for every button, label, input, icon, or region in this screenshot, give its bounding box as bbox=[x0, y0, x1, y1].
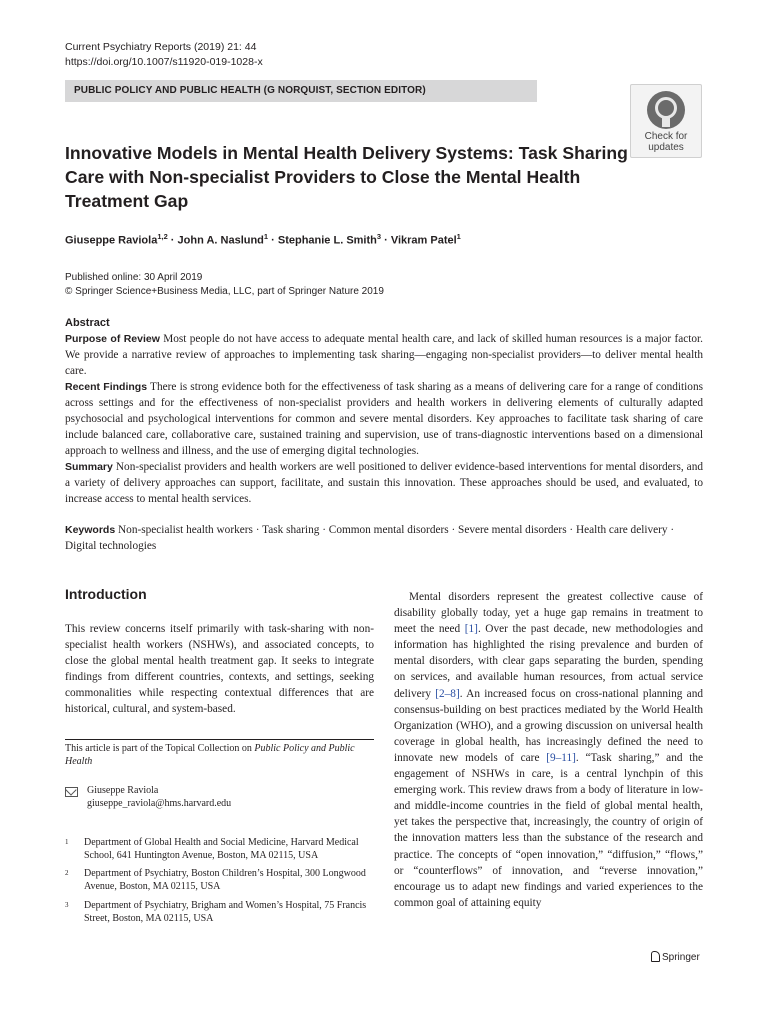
journal-header bbox=[65, 40, 263, 70]
findings-label: Recent Findings bbox=[65, 381, 148, 393]
check-updates-label: Check for updates bbox=[644, 131, 688, 153]
envelope-icon bbox=[65, 787, 78, 797]
summary-label: Summary bbox=[65, 461, 113, 473]
keywords-label: Keywords bbox=[65, 524, 116, 536]
check-for-updates-badge[interactable] bbox=[630, 84, 702, 158]
article-title: Innovative Models in Mental Health Delivery Systems: Task Sharing Care with Non-specialist Providers to Close the Mental Health Treatment Gap bbox=[65, 143, 628, 211]
author-name[interactable]: Vikram Patel bbox=[390, 234, 457, 247]
affiliation-number: 3 bbox=[65, 901, 69, 909]
author-separator: · bbox=[268, 234, 278, 247]
publisher-name: Springer bbox=[662, 952, 700, 963]
keywords-text: Non-specialist health workers · Task sharing · Common mental disorders · Severe mental disorders · Health care delivery · Digital technologies bbox=[65, 524, 675, 552]
purpose-label: Purpose of Review bbox=[65, 333, 160, 345]
affiliation-item bbox=[65, 837, 374, 863]
findings-text: There is strong evidence both for the effectiveness of task sharing as a means of delivering care for a range of conditions across settings and for the effectiveness of non-specialist providers and health workers in delivering elements of culturally adapted psychosocial and psychological interventions for common and severe mental disorders. Key approaches to facilitate task sharing of care include balanced care, collaborative care, sustained training and supervision, use of trans-diagnostic interventions based on a dimensional approach to wellness and illness, and the use of emerging digital technologies. bbox=[65, 381, 704, 457]
footnote-divider bbox=[65, 739, 374, 740]
author-affiliation-marker: 1 bbox=[456, 232, 461, 241]
abstract-summary bbox=[65, 459, 703, 507]
author-name[interactable]: Stephanie L. Smith bbox=[277, 234, 377, 247]
author-affiliation-marker: 3 bbox=[376, 232, 382, 241]
affiliation-item bbox=[65, 868, 374, 894]
doi-link[interactable]: https://doi.org/10.1007/s11920-019-1028-x bbox=[65, 56, 263, 68]
summary-text: Non-specialist providers and health workers are well positioned to deliver evidence-based interventions for mental disorders, and a variety of delivery approaches can support, facilitate, and sustain this innovation. These approaches should be used, and evaluated, to increase access to mental health services. bbox=[65, 461, 703, 505]
section-banner: PUBLIC POLICY AND PUBLIC HEALTH (G NORQUIST, SECTION EDITOR) bbox=[65, 80, 537, 102]
abstract-section bbox=[65, 315, 703, 507]
author-list bbox=[65, 232, 461, 247]
corresponding-author bbox=[65, 785, 232, 809]
affiliation-text: Department of Global Health and Social Medicine, Harvard Medical School, 641 Huntington Avenue, Boston, MA 02115, USA bbox=[84, 837, 359, 861]
published-date: Published online: 30 April 2019 bbox=[65, 272, 203, 283]
left-column-text bbox=[65, 621, 374, 718]
keywords-section bbox=[65, 522, 703, 554]
affiliation-text: Department of Psychiatry, Brigham and Women’s Hospital, 75 Francis Street, Boston, MA 02115, USA bbox=[84, 900, 367, 924]
journal-citation: Current Psychiatry Reports (2019) 21: 44 bbox=[65, 41, 257, 53]
author-separator: · bbox=[381, 234, 391, 247]
author-separator: · bbox=[167, 234, 178, 247]
corresponding-name: Giuseppe Raviola bbox=[87, 785, 159, 796]
copyright-line: © Springer Science+Business Media, LLC, part of Springer Nature 2019 bbox=[65, 286, 384, 297]
purpose-text: Most people do not have access to adequate mental health care, and lack of skilled human resources is a major factor. We provide a narrative review of approaches to implementing task sharing—engaging non-specialist providers—to deliver mental health care. bbox=[65, 333, 703, 377]
affiliation-text: Department of Psychiatry, Boston Children’s Hospital, 300 Longwood Avenue, Boston, MA 02115, USA bbox=[84, 868, 366, 892]
right-column-text bbox=[394, 589, 703, 911]
topical-collection-name: Public Policy and Public Health bbox=[65, 743, 355, 767]
citation-link[interactable]: [9–11] bbox=[546, 751, 576, 764]
author-name[interactable]: Giuseppe Raviola bbox=[65, 234, 158, 247]
author-name[interactable]: John A. Naslund bbox=[177, 234, 264, 247]
author-affiliation-marker: 1 bbox=[263, 232, 269, 241]
topical-collection-note: This article is part of the Topical Collection on Public Policy and Public Health bbox=[65, 743, 355, 767]
citation-link[interactable]: [2–8] bbox=[435, 687, 460, 700]
publication-info bbox=[65, 271, 384, 299]
abstract-purpose bbox=[65, 331, 703, 379]
introduction-heading: Introduction bbox=[65, 586, 147, 602]
author-affiliation-marker: 1,2 bbox=[157, 232, 168, 241]
springer-logo bbox=[651, 951, 700, 963]
abstract-heading: Abstract bbox=[65, 317, 110, 329]
citation-link[interactable]: [1] bbox=[464, 623, 478, 636]
affiliation-number: 1 bbox=[65, 838, 69, 846]
abstract-findings bbox=[65, 379, 703, 459]
intro-paragraph-right: Mental disorders represent the greatest collective cause of disability globally today, yet a huge gap remains in treatment to meet the need [1]. Over the past decade, new methodologies and information has highlighted the rising prevalence and burden of mental disorders, with clear gaps separating the burden, spending on services, and available human resources, from actual service delivery [2–8]. An increased focus on cross-national planning and consensus-building on best practices mediated by the World Health Organization (WHO), and a growing discussion on universal health coverage in global health, has increasingly defined the need to innovate new models of care [9–11]. “Task sharing,” and the engagement of NSHWs in care, is a central lynchpin of this emerging work. This review draws from a body of literature in low- and middle-income countries in the field of global mental health, yet takes the perspective that, increasingly, the country of origin of the innovation matters less than the substance of the research and practice. The concepts of “open innovation,” “diffusion,” “flows,” or “counterflows” of innovation, and “reverse innovation,” encourage us to adapt new findings and varied experiences to the common goal of attaining equity bbox=[394, 591, 704, 909]
affiliation-number: 2 bbox=[65, 869, 69, 877]
crossmark-icon bbox=[647, 91, 685, 129]
springer-horse-icon bbox=[651, 951, 660, 962]
affiliation-item bbox=[65, 900, 374, 926]
intro-paragraph: This review concerns itself primarily with task-sharing with non-specialist health workers (NSHWs), and associated concepts, to close the global mental health treatment gap. It seeks to integrate findings from different countries, contexts, and settings, seeking commonalities while respecting contextual differences that are historical, cultural, and system-based. bbox=[65, 623, 374, 716]
corresponding-email[interactable]: giuseppe_raviola@hms.harvard.edu bbox=[87, 797, 232, 809]
